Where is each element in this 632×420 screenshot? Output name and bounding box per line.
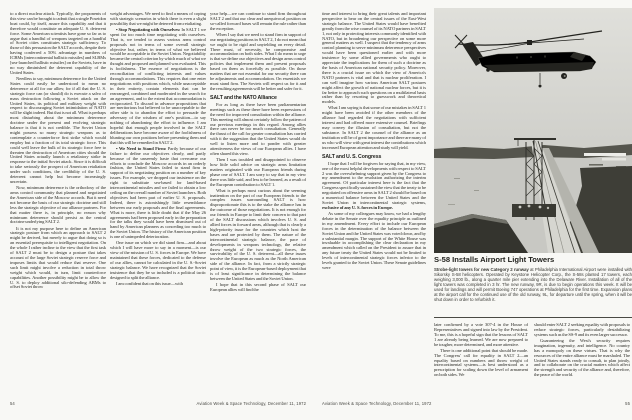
paragraph: should enter SALT 2 seeking equality with proposals to reduce strategic forces, particularly destabilizing systems such as the SS-9 and its even larger successor. xyxy=(534,323,630,337)
dock-boats xyxy=(584,153,626,156)
page54-column-1 xyxy=(10,12,106,394)
paragraph: For as long as there have been parliamentarian meetings such as these there have been expressions of the need for improved consultation within the alliance. This meeting will almost certainly follow the pattern of our previous meetings in this regard. Among allies there can never be too much consultation. Generally the thrust of the call for greater consultation has carried with it the suggestion that the United States would do well to listen more and to ponder with greater attentiveness the views of our European allies. I have often shared this view. xyxy=(210,101,306,156)
tail-wheel xyxy=(486,68,490,72)
paragraph: I hope that in this second phase of SALT our European allies will find the xyxy=(210,282,306,292)
photo-caption-title: S-58 Installs Airport Light Towers xyxy=(434,255,555,264)
paragraph: Then I was troubled and disappointed to observe how little solid advice on strategic arms limitation matters originated with our European friends during phase one of SALT. I am sorry to say that in my view there was little said, and less to be learned, as a result of the European contribution to SALT 1. xyxy=(210,157,306,187)
paragraph: your help—we can continue to stand firm throughout SALT 2 and that our clear and unequivocal position on so-called forward bases will remain the rule rather than the exception. xyxy=(210,12,306,31)
cargo-hook xyxy=(539,85,542,88)
paragraph: As some of my colleagues may know, we had a lengthy debate in the Senate over the equality principle as outlined in my amendment. Every effort to include our European forces in the determination of the balance between the Soviet Union and the United States was voted down, and by a substantial margin. The support of the White House was invaluable in accomplishing the clear declaration in my amendment which called on the President to assure that in any future treaty the United States would not be limited to levels of intercontinental strategic forces inferior to the levels granted to the Soviet Union. These Senate guidelines were xyxy=(322,211,426,270)
paragraph: weight advantages. We need to find a means of coping with strategic scenarios in which there is even a slight possibility that we might be deterred from retaliating. xyxy=(110,12,206,26)
paragraph: Needless to say, minimum deterrence for the United States could easily be understood to mean no deterrence at all for our allies; for if all that the U. S. strategic force can (or should) do is execute a salvo of mass destruction following a Soviet attack on the United States, its political and military weight with respect to discouraging Soviet intimidation of NATO will be slight indeed. But that is not all. What is perhaps most disturbing about the minimum deterrence doctrine under the present and evolving strategic balance is that it is not credible. The Soviet Union might possess so many strategic weapons as to contemplate a counterforce first strike which would employ but a fraction of its total strategic force. This could well leave the bulk of its strategic force free to threaten the destruction of American cities should the United States actually launch a retaliatory strike in response to the initial Soviet attack. Since it is difficult to take seriously the prospect of American retaliation under such conditions, the credibility of the U. S. deterrent cannot help but become increasingly uncertain. xyxy=(10,75,106,184)
paragraph: It is not my purpose here to define an American strategic posture from which an approach to SALT 2 might be derived, but merely to argue that doing so is an essential prerequisite to intelligent negotiation. On the whole I rather incline to the view that the first task of SALT 2 must be to design a posture that takes account of the large Soviet strategic reserve force and imposes limits that would reduce that reserve. One such limit might involve a reduction in total throw weight which would, in turn, limit counterforce capabilities. Another possibility might be to allow the U. S. to deploy additional silo-defending ABMs to offset Soviet throw xyxy=(10,225,106,290)
bullet-lead: • We Need to Stand Firm: xyxy=(116,145,168,151)
work-platform xyxy=(512,204,556,217)
paragraph: One issue on which we did stand firm—and about which I will have more to say in a moment—is our view of the mission of U. S. forces in Europe. We have maintained that these forces, dedicated to the defense of our allies, cannot be calculated in the U. S.-Soviet strategic balance. We have recognized that the Soviet insistence that they be so included is a political tactic designed to split the alliance. xyxy=(110,240,206,280)
horizontal-rule xyxy=(434,317,632,318)
paragraph: I am confident that on this issue—with xyxy=(116,280,183,286)
photo-illustration xyxy=(434,8,632,253)
sky xyxy=(434,8,632,150)
paragraph: Guaranteeing the West's security requires imagination, ingenuity, and intelligence. No country has a monopoly on these virtues. That is why the resources of the entire alliance must be marshaled. The United States stands ready to consult, to plan jointly, and to collaborate on the crucial matters which affect the strength and security of the alliance and, therefore, the peace of the world. xyxy=(534,337,630,378)
bulleted-paragraph: • Stop Negotiating with Ourselves: In SALT 1 we spent far too much time negotiating with ourselves. That is, we tended to assess various arms control proposals not in terms of some overall strategic objective but, rather, in terms of what we believed would be acceptable to the Soviet Union. Negotiability became the central criterion by which much of what we thought and proposed and planned was evaluated. This is foolishness. The essence of negotiations is the reconciliation of conflicting interests and values through accommodations. This requires that one enter negotiations with positions which, while unacceptable in their entirety, contain elements that can be rearranged, combined and moderated in the search for an agreement, and to the extent that accommodation is reciprocated. To discard in advance propositions that are meritorious but believed to be unacceptable to the other side is to abandon the effort to persuade the adversary of the wisdom of one's position—to say nothing of abandoning the effort to influence. I am hopeful that enough people involved in the SALT deliberations have become aware of the foolishness of blunting our own positions before presenting them and that this will be remedied in SALT 2. xyxy=(110,26,206,145)
paragraph: There is one additional point that should be made. The Congress' call for equality in SALT 2—an equality based on numbers and throw weight of intercontinental systems—is best understood as a prescription for scaling down the level of armament on both sides. We xyxy=(434,347,528,378)
dock-boats-2 xyxy=(602,158,626,161)
section-heading-nato-alliance: SALT and the NATO Alliance xyxy=(210,94,277,101)
rotor-hub xyxy=(527,40,532,45)
caption-lead: Strobe-light towers for new Category 2 runway xyxy=(434,266,531,272)
paragraph: I hope that I will be forgiven for saying that, in my view, one of the most helpful developments with respect to SALT 2 was the overwhelming support given by the Congress to my amendment to the resolution authorizing the interim agreement. Of particular interest here is the fact that the Congress specifically sustained the view that the treaty to be negotiated on offensive arms in SALT 2 should be based on a numerical balance between the United States and the Soviet Union in intercontinental strategic systems, exclusive of any U. S. forces in Europe. xyxy=(322,160,426,210)
photo-s58-installation xyxy=(434,8,632,253)
bullet-lead: • Stop Negotiating with Ourselves: xyxy=(116,26,182,32)
paragraph: Now, minimum deterrence is the orthodoxy of the arms control community that planned and negotiated the American side of the Moscow accords. But it need not become the basis of our strategic doctrine and still less the strategic objective of our alliance partners. For that matter there is, in principle, no reason why minimum deterrence should persist as the central doctrine underlying SALT 2. xyxy=(10,185,106,225)
journal-footer-right: Aviation Week & Space Technology, December 11, 1972 xyxy=(322,401,432,406)
journal-footer-left: Aviation Week & Space Technology, December 11, 1972 xyxy=(196,401,306,406)
paragraph: What is perhaps most curious about the seeming inattention on the part of our European friends to the complex issues surrounding SALT is how disproportionate this is to the stake the alliance has in the outcome of those negotiations. It is not enough for our friends in Europe to limit their concern to that part of the SALT discussions which involves U. S. and allied forces in forward areas, although that is clearly a high-priority issue for the countries which host the bases and are protected by them. The nature of the intercontinental strategic balance, the pace of developments in weapons technology, the relative throw weight of the two strategic forces, the survivability of the U. S. deterrent—all these issues involve the European as much as the North American side of the alliance. In fact, from a strictly strategic point of view, it is the European-based deployment that is of least significance in determining the balance between the United States and the Soviet Union. xyxy=(210,187,306,281)
section-heading-us-congress: SALT and U. S. Congress xyxy=(322,153,382,160)
paragraph: to a direct nuclear attack. Typically, the proponents of this view can be brought to admit that a single Poseidon boat could, by itself, assure this capability and that it therefore would constitute an adequate U. S. deterrent force. Some American scientists have gone so far as to argue that a handful of weapons targeted on a handful of Soviet cities constitutes strategic sufficiency. To those of this persuasion the SALT accords, despite their having conferred a 50% advantage in numbers of ICBMs [intercontinental ballistic missiles] and SLBMs [sea-launched ballistic missiles] on the Soviets, have in no way diminished the deterrent capability of the United States. xyxy=(10,12,106,75)
page54-column-2 xyxy=(110,12,206,394)
page-number-left: 54 xyxy=(10,401,15,406)
bulleted-paragraph: • We Need to Stand Firm: Partly because of our failure to define our objectives clearly, and partly because of the unseemly haste that overcame our efforts to conclude the Moscow accords in an orderly fashion, the United States failed to stand firm in support of its negotiating position on a number of key issues. For example, we dropped our insistence on the right to substitute sea-based for land-based intercontinental missiles and we failed to obtain a low ceiling on the overall number of Soviet launchers. Both objectives had been part of earlier U. S. proposals. Indeed, there is astonishingly little resemblance between our early proposals and the final agreements. What is more, there is little doubt that if the May 26 agreements had been proposed early in the preparation for the talks they would have been dismissed out of hand by American planners as conceding too much to the Soviet Union. The history of the American position is one of unimpeded deterioration. xyxy=(110,145,206,240)
paragraph: When I say that we need to stand firm in support of our negotiating positions in SALT 2, I do not mean that we ought to be rigid and unyielding on every detail. There must, of necessity, be compromise and accommodation on both sides. What I do mean to urge is that we define our objectives and design arms control policies that implement them and present proposals based on them as forcefully as possible. On those matters that are not essential for our security there can be adjustments and accommodation. On essentials we must stand firm. The Soviets will respect us for it and the resulting agreements will be better and safer for it. xyxy=(210,31,306,91)
paragraph: What I am saying is that some of our mistakes in SALT 1 might have been avoided if the other members of the alliance had regarded the negotiations with sufficient interest and had offered more extensive counsel. Briefings may convey the illusion of consultation, but not the substance. In SALT 2 the counsel of the alliance as an institution will be of great importance and there are many of us who will view with great interest the contributions which increased European attention and study will yield. xyxy=(322,105,426,150)
photo-caption: Strobe-light towers for new Category 2 runway at Philadelphia International Airport were installed with Sikorsky S-58 helicopters. Operated by Keystone Helicopter Corp., the S-58s planted 17 towers, each weighing 3,000 lb., along a quarter mile pier extending into the Delaware River. Installation of all of the light towers was completed in 3 hr. The new runway, 9R, is due to begin operations this week. It will be used for landings and will permit Boeing 747 operations at Philadelphia for the first time. Expansion plans at the airport call for the continued use of the old runway, 9L, for departure until the spring, when it will be shut down in order to refurbish it. xyxy=(434,266,632,302)
bold-phrase: exclusive of any U. S. forces in Europe. xyxy=(322,204,393,210)
paragraph: later confirmed by a vote 307-4 in the House of Representatives and signed into law by the President. To me, this is a hopeful sign that the lessons of SALT 1 are already being learned. We are now prepared to be tougher, more determined, and more attentive. xyxy=(434,323,528,347)
page54-column-3 xyxy=(210,12,306,394)
page55-column-2 xyxy=(434,323,528,396)
paragraph: time and interest to bring their great talents and important perspective to bear on the central issues of the East-West strategic balance. The United States would have benefited greatly from the wise counsel of its NATO partners in SALT 1, not only in protecting interests commonly identified with NATO, but in broadening our perspective on some more general matters as well. I suspect that the tendency of arms control planning to serve minimum deterrence perspectives would have been questioned earlier and with more insistence by some allied governments who ought to appreciate the implications for them of such a doctrine as the basis of American national security policy. Moreover, there is a crucial issue on which the view of America's NATO partners is vital and that is nuclear proliferation. I can well imagine how various American SALT postures might affect the growth of national nuclear forces, but it is far better to approach such questions on a multilateral basis rather than by resorting to guesswork and theoretical models. xyxy=(322,12,426,105)
page-number-right: 55 xyxy=(625,401,630,406)
page55-column-1 xyxy=(322,12,426,396)
page55-column-3 xyxy=(534,323,630,396)
